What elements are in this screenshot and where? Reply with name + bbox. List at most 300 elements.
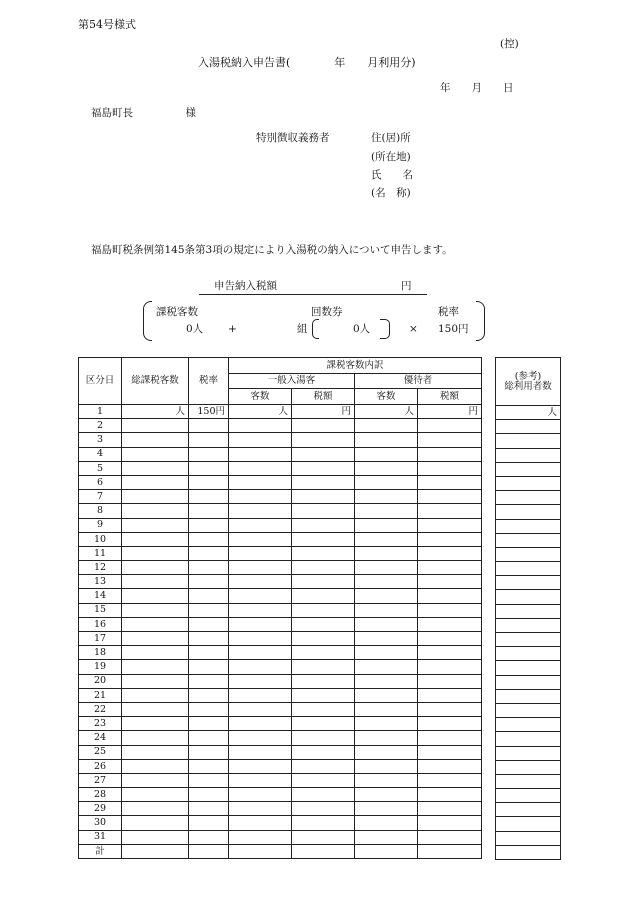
row-day: 4 <box>79 447 122 461</box>
reference-row <box>496 434 561 448</box>
reference-row <box>496 604 561 618</box>
row-general-amount <box>292 490 355 504</box>
row-preferred-count <box>355 589 418 603</box>
header-rate: 税率 <box>189 358 229 405</box>
row-preferred-count <box>355 617 418 631</box>
reference-row <box>496 562 561 576</box>
row-general-amount <box>292 674 355 688</box>
reference-cell <box>496 448 561 462</box>
row-total <box>122 660 189 674</box>
row-preferred-count <box>355 717 418 731</box>
row-day: 30 <box>79 816 122 830</box>
row-total <box>122 589 189 603</box>
row-rate <box>189 532 229 546</box>
table-row <box>79 561 482 575</box>
declared-unit: 円 <box>401 280 412 292</box>
formula-kumi: 組 <box>297 323 308 335</box>
row-day: 6 <box>79 475 122 489</box>
row-day: 17 <box>79 632 122 646</box>
row-rate <box>189 490 229 504</box>
reference-cell: 人 <box>496 406 561 420</box>
row-preferred-count <box>355 816 418 830</box>
formula-taxable-value: 0人 <box>186 323 204 335</box>
table-row <box>79 518 482 532</box>
row-preferred-amount <box>418 603 482 617</box>
reference-cell <box>496 732 561 746</box>
row-preferred-amount <box>418 702 482 716</box>
reference-cell <box>496 760 561 774</box>
row-preferred-amount <box>418 759 482 773</box>
row-general-count <box>229 504 292 518</box>
row-preferred-amount <box>418 717 482 731</box>
reference-cell <box>496 618 561 632</box>
row-total <box>122 603 189 617</box>
row-general-count <box>229 447 292 461</box>
reference-cell <box>496 718 561 732</box>
reference-row <box>496 519 561 533</box>
header-breakdown: 課税客数内訳 <box>229 358 482 374</box>
row-preferred-count <box>355 745 418 759</box>
row-preferred-amount <box>418 490 482 504</box>
row-day: 29 <box>79 802 122 816</box>
table-row <box>79 674 482 688</box>
row-general-amount <box>292 419 355 433</box>
row-day: 14 <box>79 589 122 603</box>
table-row <box>79 731 482 745</box>
table-row <box>79 589 482 603</box>
row-rate <box>189 802 229 816</box>
row-day: 13 <box>79 575 122 589</box>
row-general-amount <box>292 433 355 447</box>
row-general-amount <box>292 745 355 759</box>
reference-cell <box>496 533 561 547</box>
row-general-amount <box>292 688 355 702</box>
row-preferred-amount <box>418 617 482 631</box>
row-general-amount <box>292 717 355 731</box>
row-rate <box>189 546 229 560</box>
reference-row <box>496 505 561 519</box>
row-general-count <box>229 575 292 589</box>
reference-cell <box>496 803 561 817</box>
reference-row <box>496 491 561 505</box>
reference-row <box>496 420 561 434</box>
row-preferred-amount <box>418 575 482 589</box>
row-preferred-amount <box>418 632 482 646</box>
row-general-count <box>229 802 292 816</box>
declared-underline <box>199 294 427 295</box>
row-preferred-amount <box>418 419 482 433</box>
reference-cell <box>496 519 561 533</box>
row-preferred-count <box>355 632 418 646</box>
row-general-amount <box>292 660 355 674</box>
reference-cell <box>496 590 561 604</box>
row-preferred-amount <box>418 773 482 787</box>
row-total <box>122 532 189 546</box>
row-rate <box>189 702 229 716</box>
reference-row <box>496 831 561 845</box>
table-row <box>79 816 482 830</box>
reference-row <box>496 746 561 760</box>
reference-row <box>496 590 561 604</box>
row-preferred-count <box>355 447 418 461</box>
reference-row <box>496 576 561 590</box>
row-rate <box>189 561 229 575</box>
row-rate <box>189 419 229 433</box>
row-general-count <box>229 660 292 674</box>
row-total <box>122 490 189 504</box>
row-rate <box>189 461 229 475</box>
row-preferred-amount <box>418 589 482 603</box>
reference-row <box>496 703 561 717</box>
row-general-count <box>229 646 292 660</box>
coupon-bracket-right <box>380 319 390 339</box>
row-total <box>122 646 189 660</box>
row-general-amount <box>292 773 355 787</box>
reference-cell <box>496 789 561 803</box>
row-rate <box>189 603 229 617</box>
reference-row <box>496 647 561 661</box>
row-general-amount <box>292 504 355 518</box>
row-preferred-amount <box>418 504 482 518</box>
reference-header-line2: 総利用者数 <box>504 380 552 392</box>
row-preferred-amount: 円 <box>418 405 482 419</box>
row-rate <box>189 504 229 518</box>
row-general-count <box>229 731 292 745</box>
row-preferred-amount <box>418 788 482 802</box>
row-preferred-count <box>355 518 418 532</box>
row-general-amount <box>292 646 355 660</box>
table-row <box>79 532 482 546</box>
reference-cell <box>496 434 561 448</box>
row-total <box>122 802 189 816</box>
row-preferred-amount <box>418 475 482 489</box>
reference-header-line1: (参考) <box>514 371 542 382</box>
row-general-amount <box>292 830 355 844</box>
reference-row <box>496 803 561 817</box>
row-preferred-count <box>355 433 418 447</box>
table-row <box>79 603 482 617</box>
header-preferred-count: 客数 <box>355 389 418 405</box>
table-row <box>79 617 482 631</box>
row-preferred-amount <box>418 844 482 858</box>
row-preferred-count <box>355 773 418 787</box>
row-general-count <box>229 461 292 475</box>
row-day: 28 <box>79 788 122 802</box>
reference-row <box>496 689 561 703</box>
table-row <box>79 447 482 461</box>
reference-cell <box>496 604 561 618</box>
row-general-amount <box>292 575 355 589</box>
row-total <box>122 816 189 830</box>
row-rate <box>189 475 229 489</box>
row-general-count <box>229 717 292 731</box>
row-day: 15 <box>79 603 122 617</box>
row-rate <box>189 745 229 759</box>
location-label: (所在地) <box>371 151 411 163</box>
row-total <box>122 561 189 575</box>
row-total <box>122 447 189 461</box>
reference-cell <box>496 831 561 845</box>
copy-mark: (控) <box>500 38 519 50</box>
form-title: 入湯税納入申告書( 年 月利用分) <box>198 56 416 69</box>
row-general-amount <box>292 603 355 617</box>
recipient: 福島町長 様 <box>91 107 196 119</box>
row-preferred-count <box>355 561 418 575</box>
row-general-count <box>229 532 292 546</box>
formula-rate-value: 150円 <box>438 323 469 335</box>
row-total <box>122 674 189 688</box>
formula-coupon-label: 回数券 <box>311 306 343 318</box>
reference-table <box>495 357 561 860</box>
row-preferred-count <box>355 646 418 660</box>
row-general-amount <box>292 475 355 489</box>
table-row <box>79 702 482 716</box>
row-general-count <box>229 844 292 858</box>
row-general-amount <box>292 788 355 802</box>
row-rate <box>189 688 229 702</box>
row-general-amount <box>292 702 355 716</box>
row-general-count <box>229 632 292 646</box>
table-row <box>79 575 482 589</box>
row-total <box>122 788 189 802</box>
header-total: 総課税客数 <box>122 358 189 405</box>
reference-cell <box>496 845 561 859</box>
table-row <box>79 546 482 560</box>
table-row <box>79 759 482 773</box>
reference-cell <box>496 420 561 434</box>
table-row <box>79 419 482 433</box>
row-total <box>122 518 189 532</box>
row-general-amount <box>292 518 355 532</box>
row-general-amount <box>292 447 355 461</box>
reference-row <box>496 618 561 632</box>
row-general-count <box>229 688 292 702</box>
row-preferred-amount <box>418 745 482 759</box>
row-general-amount <box>292 731 355 745</box>
row-general-count <box>229 759 292 773</box>
table-row <box>79 632 482 646</box>
row-general-amount: 円 <box>292 405 355 419</box>
row-preferred-count <box>355 788 418 802</box>
row-general-amount <box>292 461 355 475</box>
row-day: 27 <box>79 773 122 787</box>
row-rate <box>189 717 229 731</box>
row-rate <box>189 575 229 589</box>
row-general-amount <box>292 802 355 816</box>
reference-row <box>496 633 561 647</box>
reference-cell <box>496 462 561 476</box>
table-row <box>79 802 482 816</box>
row-general-count <box>229 419 292 433</box>
row-general-amount <box>292 546 355 560</box>
row-day: 19 <box>79 660 122 674</box>
row-rate <box>189 830 229 844</box>
reference-cell <box>496 746 561 760</box>
row-preferred-count <box>355 475 418 489</box>
row-general-count <box>229 518 292 532</box>
row-preferred-amount <box>418 546 482 560</box>
header-day: 区分日 <box>79 358 122 405</box>
row-day: 12 <box>79 561 122 575</box>
row-general-amount <box>292 759 355 773</box>
row-rate <box>189 773 229 787</box>
reference-row <box>496 732 561 746</box>
row-day: 25 <box>79 745 122 759</box>
row-preferred-count <box>355 759 418 773</box>
row-rate <box>189 660 229 674</box>
row-general-count <box>229 674 292 688</box>
row-preferred-count <box>355 830 418 844</box>
row-preferred-amount <box>418 447 482 461</box>
row-rate <box>189 589 229 603</box>
reference-header <box>496 358 561 406</box>
row-preferred-amount <box>418 646 482 660</box>
row-general-count <box>229 589 292 603</box>
row-preferred-amount <box>418 461 482 475</box>
row-total <box>122 773 189 787</box>
table-row <box>79 844 482 858</box>
row-general-count <box>229 475 292 489</box>
reference-cell <box>496 491 561 505</box>
table-row <box>79 490 482 504</box>
row-preferred-count <box>355 532 418 546</box>
name-label: 氏 名 <box>371 169 413 181</box>
form-number: 第54号様式 <box>78 18 136 31</box>
row-preferred-count <box>355 603 418 617</box>
row-general-count <box>229 830 292 844</box>
formula-coupon-value: 0人 <box>353 323 371 335</box>
table-row <box>79 405 482 419</box>
reference-row <box>496 533 561 547</box>
row-day: 23 <box>79 717 122 731</box>
title-label: (名 称) <box>371 187 411 199</box>
header-general: 一般入湯客 <box>229 374 355 389</box>
row-general-count <box>229 561 292 575</box>
table-row <box>79 660 482 674</box>
statement: 福島町税条例第145条第3項の規定により入湯税の納入について申告します。 <box>91 244 453 256</box>
row-general-amount <box>292 844 355 858</box>
row-general-count <box>229 788 292 802</box>
reference-row <box>496 845 561 859</box>
row-day: 24 <box>79 731 122 745</box>
formula-bracket-left <box>143 301 152 341</box>
address-label: 住(居)所 <box>371 132 411 144</box>
row-general-count <box>229 433 292 447</box>
header-preferred: 優待者 <box>355 374 482 389</box>
row-total <box>122 702 189 716</box>
header-preferred-amount: 税額 <box>418 389 482 405</box>
formula-rate-label: 税率 <box>438 306 459 318</box>
reference-cell <box>496 647 561 661</box>
row-preferred-count: 人 <box>355 405 418 419</box>
row-rate <box>189 788 229 802</box>
formula-plus: + <box>228 323 237 335</box>
table-row <box>79 773 482 787</box>
reference-row <box>496 760 561 774</box>
table-row <box>79 504 482 518</box>
reference-cell <box>496 774 561 788</box>
row-rate <box>189 617 229 631</box>
row-total <box>122 419 189 433</box>
row-rate <box>189 447 229 461</box>
row-rate <box>189 674 229 688</box>
row-preferred-amount <box>418 433 482 447</box>
row-general-count <box>229 603 292 617</box>
reference-cell <box>496 689 561 703</box>
row-day: 26 <box>79 759 122 773</box>
row-rate <box>189 632 229 646</box>
table-row <box>79 646 482 660</box>
row-general-amount <box>292 589 355 603</box>
row-preferred-count <box>355 461 418 475</box>
row-day: 5 <box>79 461 122 475</box>
reference-cell <box>496 562 561 576</box>
row-total <box>122 830 189 844</box>
reference-cell <box>496 476 561 490</box>
row-rate <box>189 731 229 745</box>
row-preferred-amount <box>418 816 482 830</box>
row-total <box>122 731 189 745</box>
row-general-count <box>229 546 292 560</box>
row-day: 8 <box>79 504 122 518</box>
row-rate: 150円 <box>189 405 229 419</box>
row-preferred-amount <box>418 532 482 546</box>
row-rate <box>189 844 229 858</box>
row-total <box>122 475 189 489</box>
row-preferred-count <box>355 802 418 816</box>
row-general-amount <box>292 816 355 830</box>
row-preferred-count <box>355 674 418 688</box>
row-day: 11 <box>79 546 122 560</box>
row-preferred-amount <box>418 688 482 702</box>
reference-row <box>496 675 561 689</box>
row-total <box>122 575 189 589</box>
reference-row <box>496 789 561 803</box>
formula-taxable-label: 課税客数 <box>156 306 198 318</box>
row-preferred-count <box>355 490 418 504</box>
reference-row <box>496 406 561 420</box>
row-general-count <box>229 816 292 830</box>
row-general-count <box>229 490 292 504</box>
row-total <box>122 617 189 631</box>
header-general-count: 客数 <box>229 389 292 405</box>
table-row <box>79 745 482 759</box>
row-general-count <box>229 702 292 716</box>
row-total <box>122 433 189 447</box>
reference-row <box>496 817 561 831</box>
row-day: 10 <box>79 532 122 546</box>
row-general-amount <box>292 561 355 575</box>
table-row <box>79 475 482 489</box>
row-total <box>122 688 189 702</box>
declared-label: 申告納入税額 <box>214 280 277 292</box>
table-row <box>79 788 482 802</box>
taxpayer-label: 特別徴収義務者 <box>256 132 330 144</box>
row-general-amount <box>292 532 355 546</box>
row-day: 2 <box>79 419 122 433</box>
row-day: 18 <box>79 646 122 660</box>
reference-row <box>496 462 561 476</box>
row-total <box>122 504 189 518</box>
row-rate <box>189 816 229 830</box>
header-general-amount: 税額 <box>292 389 355 405</box>
row-day: 21 <box>79 688 122 702</box>
row-general-count <box>229 773 292 787</box>
reference-cell <box>496 633 561 647</box>
row-preferred-amount <box>418 674 482 688</box>
row-preferred-count <box>355 731 418 745</box>
row-total <box>122 844 189 858</box>
